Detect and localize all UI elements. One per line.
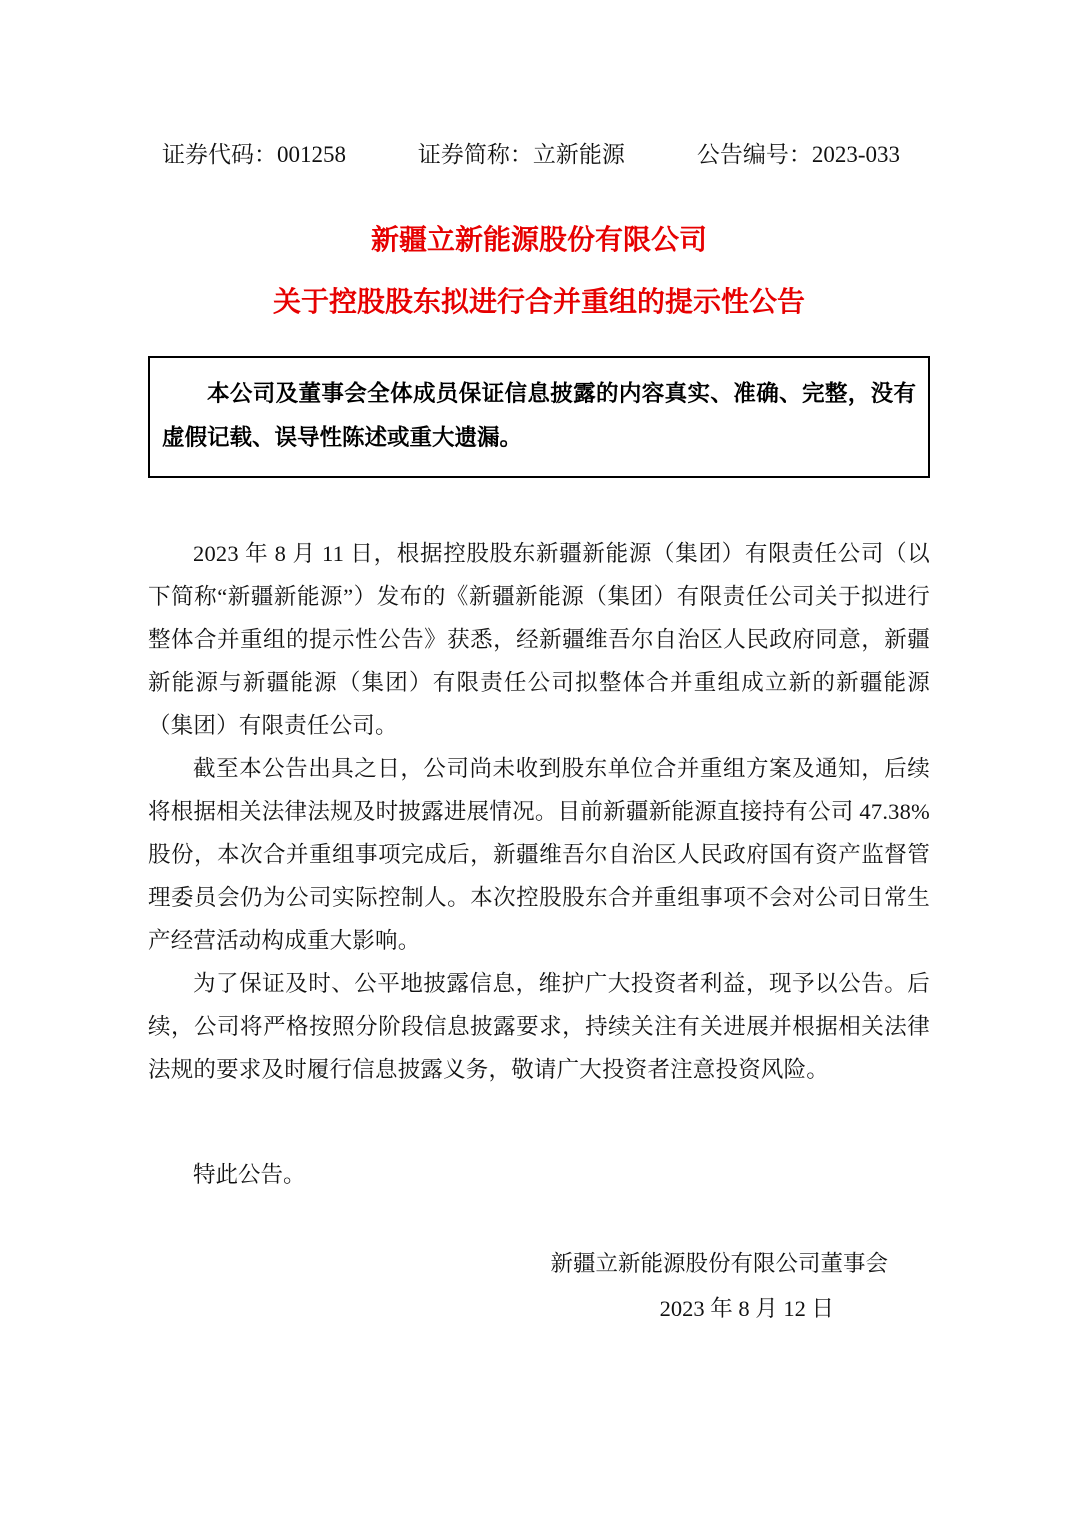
announcement-title: 关于控股股东拟进行合并重组的提示性公告 [272,287,805,318]
board-signature: 新疆立新能源股份有限公司董事会 [550,1251,888,1276]
paragraph-2: 截至本公告出具之日，公司尚未收到股东单位合并重组方案及通知，后续将根据相关法律法规及时披露进展情况。目前新疆新能源直接持有公司 47.38%股份，本次合并重组事项完成后，新疆维吾尔自治区人民政府国有资产监督管理委员会仍为公司实际控制人。本次控股股东合并重组事项不会对公司日常生产经营活动构成重大影响。 [148,756,930,953]
securities-info-row [148,140,930,170]
company-title: 新疆立新能源股份有限公司 [370,225,707,256]
document-content [148,140,930,1330]
stock-code: 证券代码：001258 [162,142,346,167]
paragraph-3: 为了保证及时、公平地披露信息，维护广大投资者利益，现予以公告。后续，公司将严格按照分阶段信息披露要求，持续关注有关进展并根据相关法律法规的要求及时履行信息披露义务，敬请广大投资者注意投资风险。 [148,971,930,1082]
disclaimer-box [148,356,930,478]
paragraph-1: 2023 年 8 月 11 日，根据控股股东新疆新能源（集团）有限责任公司（以下简称“新疆新能源”）发布的《新疆新能源（集团）有限责任公司关于拟进行整体合并重组的提示性公告》获悉，经新疆维吾尔自治区人民政府同意，新疆新能源与新疆能源（集团）有限责任公司拟整体合并重组成立新的新疆能源（集团）有限责任公司。 [148,541,930,738]
disclaimer-text: 本公司及董事会全体成员保证信息披露的内容真实、准确、完整，没有虚假记载、误导性陈述或重大遗漏。 [162,381,916,450]
signature-date: 2023 年 8 月 12 日 [659,1296,834,1321]
announcement-number: 公告编号：2023-033 [696,142,900,167]
stock-abbreviation: 证券简称：立新能源 [417,142,625,167]
announcement-body [148,532,930,1091]
closing-notice: 特此公告。 [193,1162,306,1187]
